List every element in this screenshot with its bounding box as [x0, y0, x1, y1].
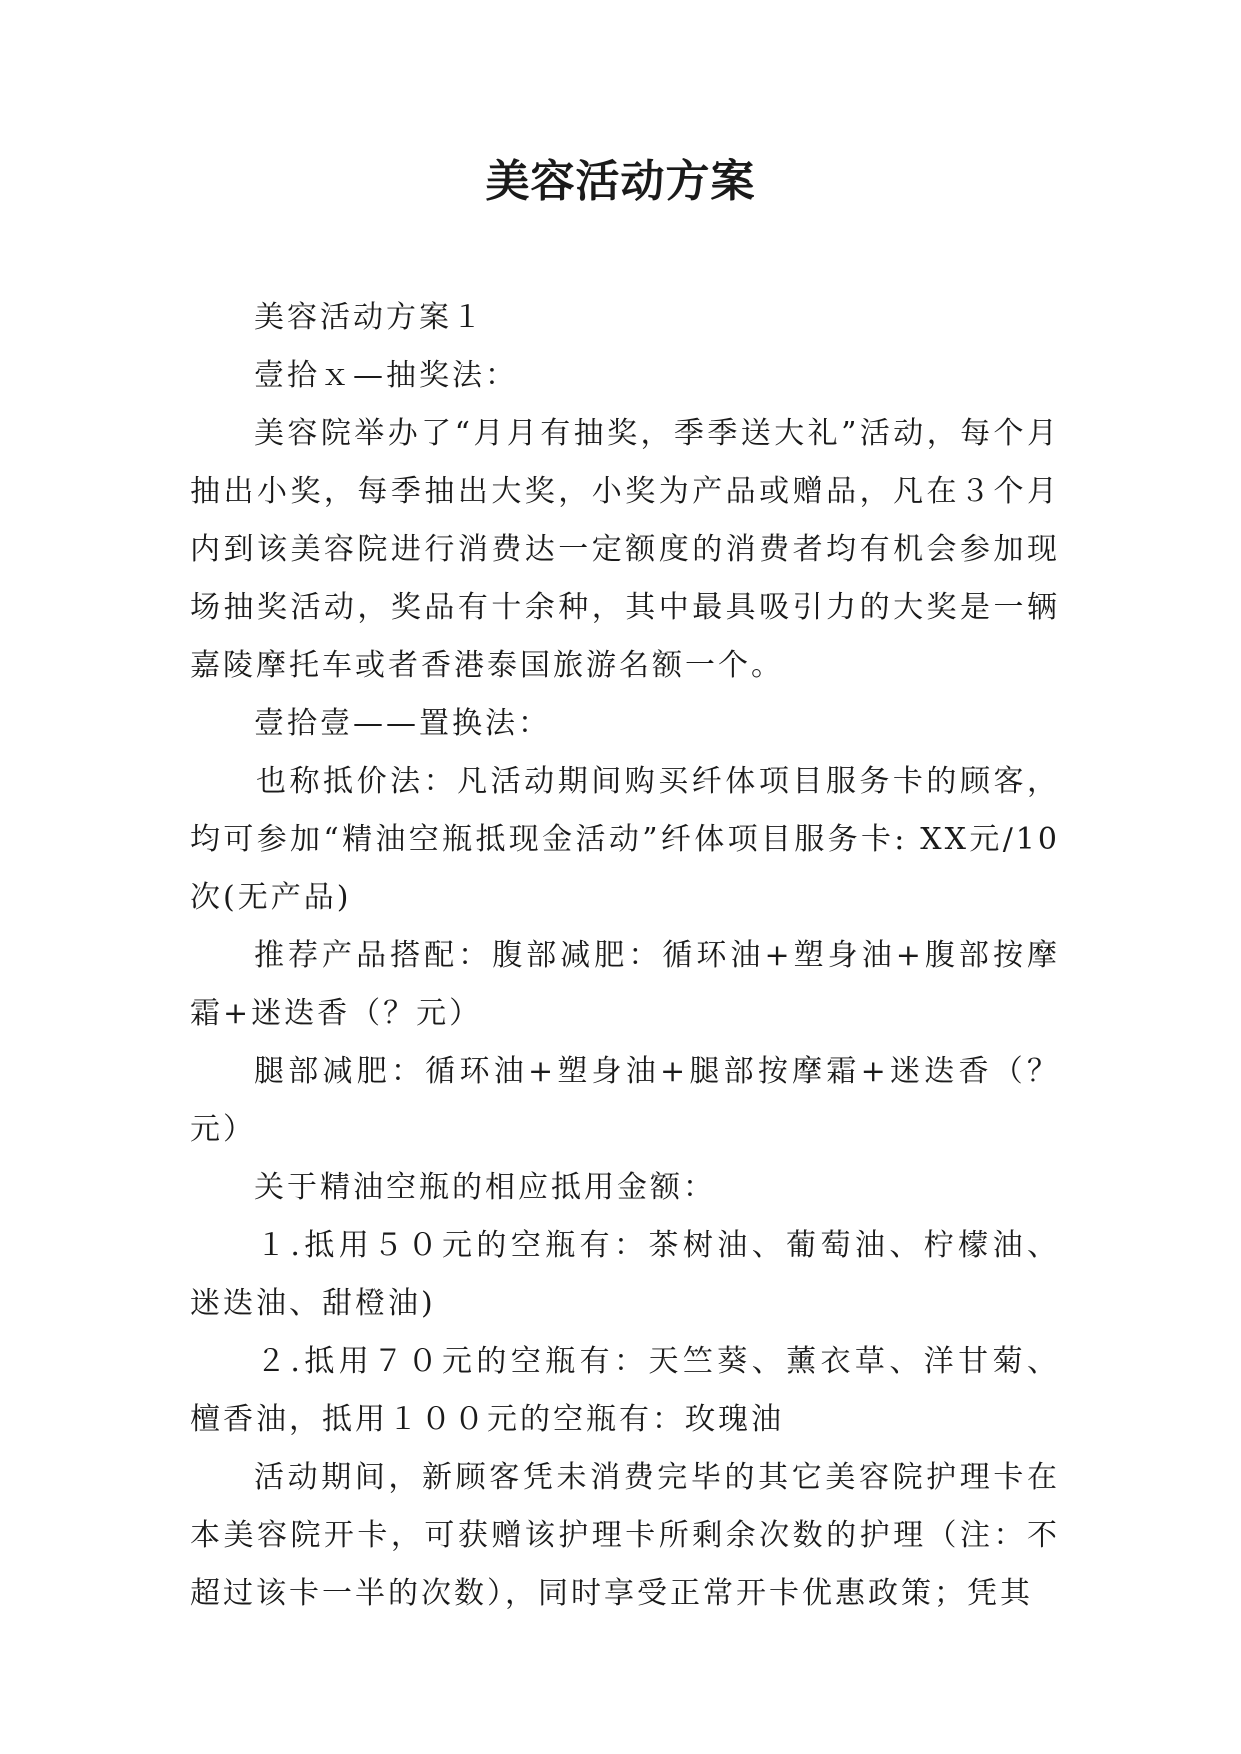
list-item-50-yuan: １.抵用５０元的空瓶有：茶树油、葡萄油、柠檬油、迷迭油、甜橙油) [190, 1228, 1060, 1321]
paragraph-recommended-products: 推荐产品搭配：腹部减肥：循环油+塑身油+腹部按摩霜+迷迭香（？元） [190, 938, 1060, 1031]
paragraph-lottery-description: 美容院举办了“月月有抽奖，季季送大礼”活动，每个月抽出小奖，每季抽出大奖，小奖为产品或赠品，凡在３个月内到该美容院进行消费达一定额度的消费者均有机会参加现场抽奖活动，奖品有十余种，其中最具吸引力的大奖是一辆嘉陵摩托车或者香港泰国旅游名额一个。 [190, 416, 1060, 683]
paragraph-new-customer-offer: 活动期间，新顾客凭未消费完毕的其它美容院护理卡在本美容院开卡，可获赠该护理卡所剩余次数的护理（注：不超过该卡一半的次数），同时享受正常开卡优惠政策；凭其 [190, 1460, 1060, 1611]
document-body [190, 289, 1060, 1623]
paragraph-bottle-values-heading: 关于精油空瓶的相应抵用金额： [254, 1170, 716, 1205]
method-heading-exchange: 壹拾壹——置换法： [254, 706, 551, 741]
paragraph-leg-slimming: 腿部减肥：循环油+塑身油+腿部按摩霜+迷迭香（？元） [190, 1054, 1060, 1147]
method-heading-lottery: 壹拾ｘ—抽奖法： [254, 358, 518, 393]
paragraph-exchange-description: 也称抵价法：凡活动期间购买纤体项目服务卡的顾客，均可参加“精油空瓶抵现金活动”纤体项目服务卡: XX元/10次(无产品) [190, 764, 1060, 915]
section-heading: 美容活动方案１ [254, 300, 485, 335]
document-title: 美容活动方案 [485, 156, 756, 207]
list-item-70-yuan: ２.抵用７０元的空瓶有：天竺葵、薰衣草、洋甘菊、檀香油，抵用１００元的空瓶有：玫瑰油 [190, 1344, 1060, 1437]
